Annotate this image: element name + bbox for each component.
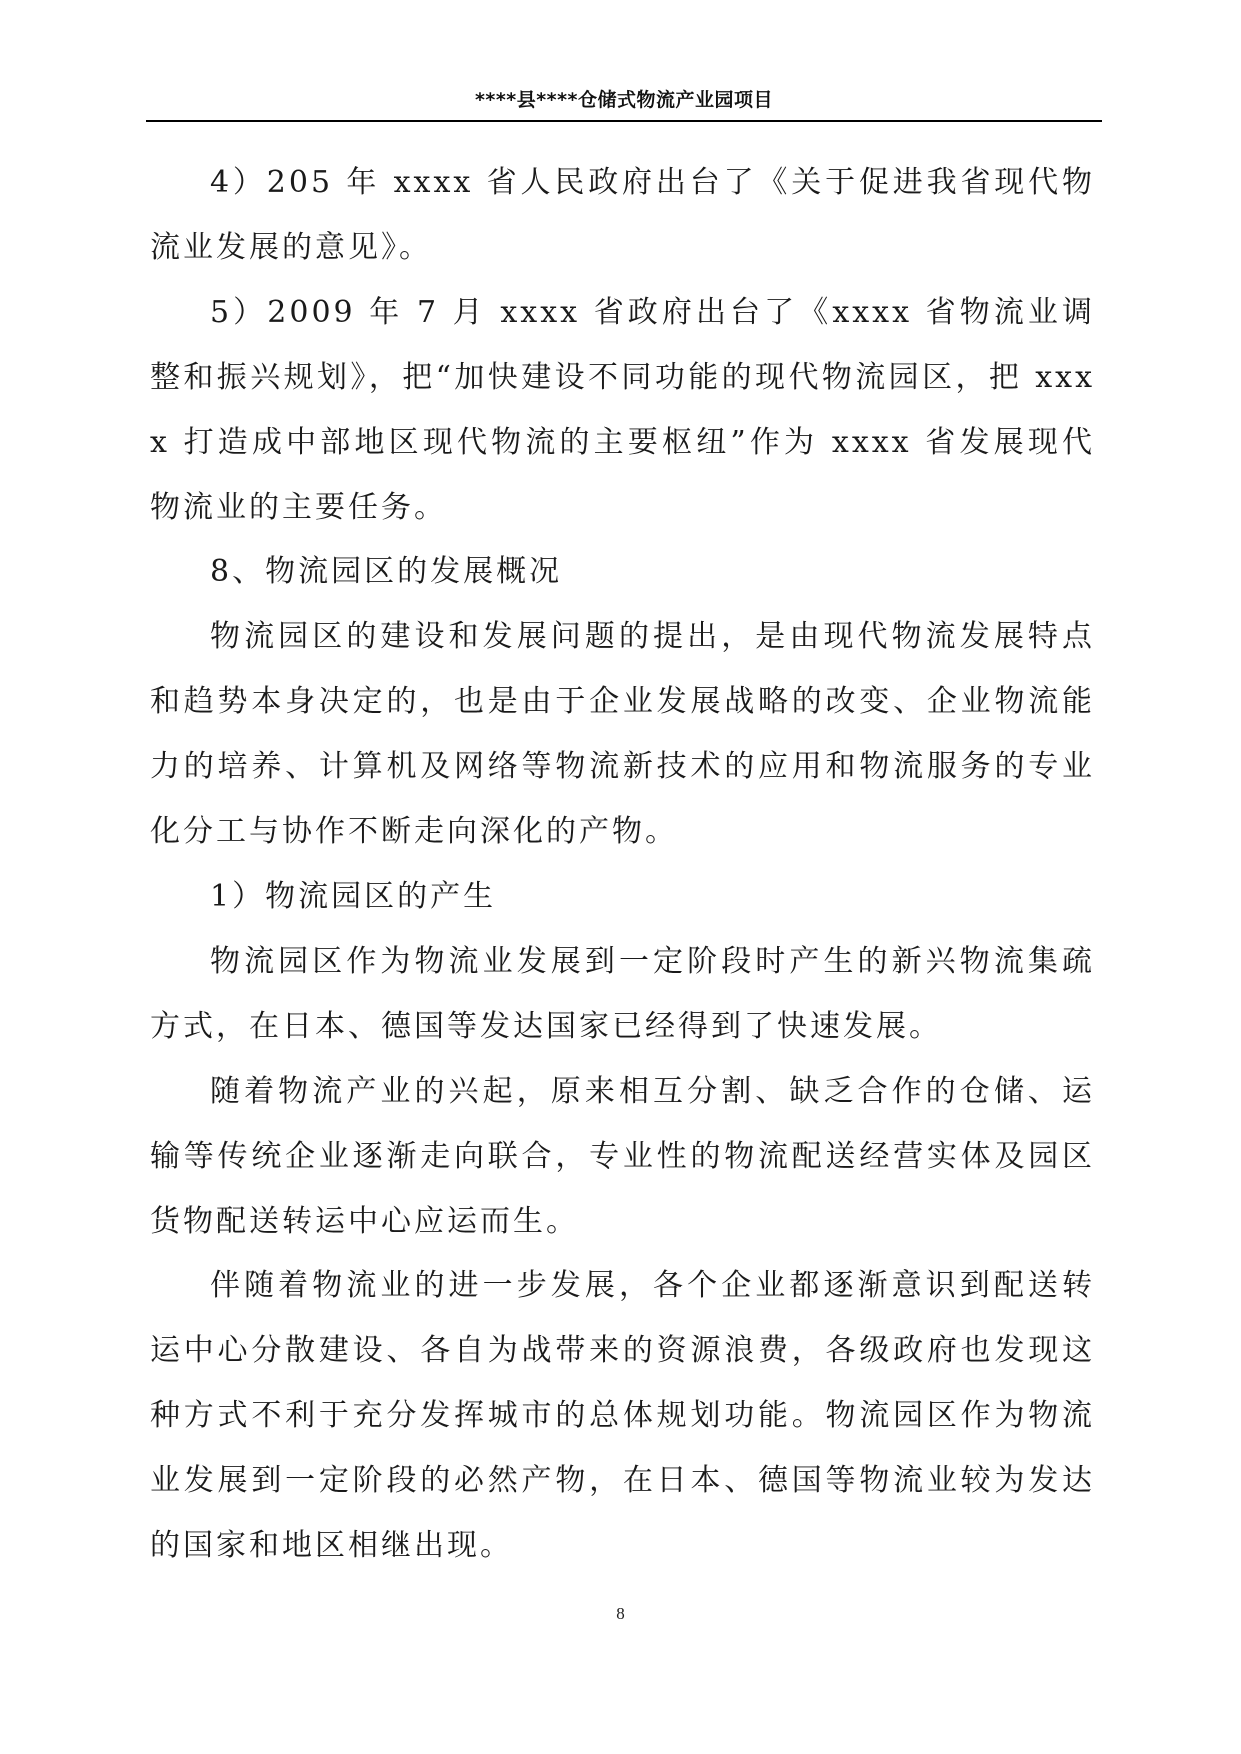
paragraph: 5）2009 年 7 月 xxxx 省政府出台了《xxxx 省物流业调整和振兴规划》，把“加快建设不同功能的现代物流园区，把 xxxx 打造成中部地区现代物流的主要枢纽”作为 xxxx 省发展现代物流业的主要任务。 [150, 294, 1095, 525]
section-heading: 8、物流园区的发展概况 [210, 554, 563, 590]
running-header [146, 84, 1102, 122]
header-title: ****县****仓储式物流产业园项目 [475, 89, 773, 111]
paragraph: 伴随着物流业的进一步发展，各个企业都逐渐意识到配送转运中心分散建设、各自为战带来的资源浪费，各级政府也发现这种方式不利于充分发挥城市的总体规划功能。物流园区作为物流业发展到一定阶段的必然产物，在日本、德国等物流业较为发达的国家和地区相继出现。 [150, 1268, 1095, 1564]
paragraph: 随着物流产业的兴起，原来相互分割、缺乏合作的仓储、运输等传统企业逐渐走向联合，专业性的物流配送经营实体及园区货物配送转运中心应运而生。 [150, 1073, 1095, 1239]
paragraph: 物流园区的建设和发展问题的提出，是由现代物流发展特点和趋势本身决定的，也是由于企业发展战略的改变、企业物流能力的培养、计算机及网络等物流新技术的应用和物流服务的专业化分工与协作不断走向深化的产物。 [150, 619, 1095, 850]
paragraph: 物流园区作为物流业发展到一定阶段时产生的新兴物流集疏方式，在日本、德国等发达国家已经得到了快速发展。 [150, 943, 1095, 1044]
subsection-heading: 1）物流园区的产生 [210, 878, 497, 914]
paragraph: 4）205 年 xxxx 省人民政府出台了《关于促进我省现代物流业发展的意见》。 [150, 165, 1095, 265]
body-text [150, 151, 1095, 1579]
page-number: 8 [616, 1604, 625, 1623]
